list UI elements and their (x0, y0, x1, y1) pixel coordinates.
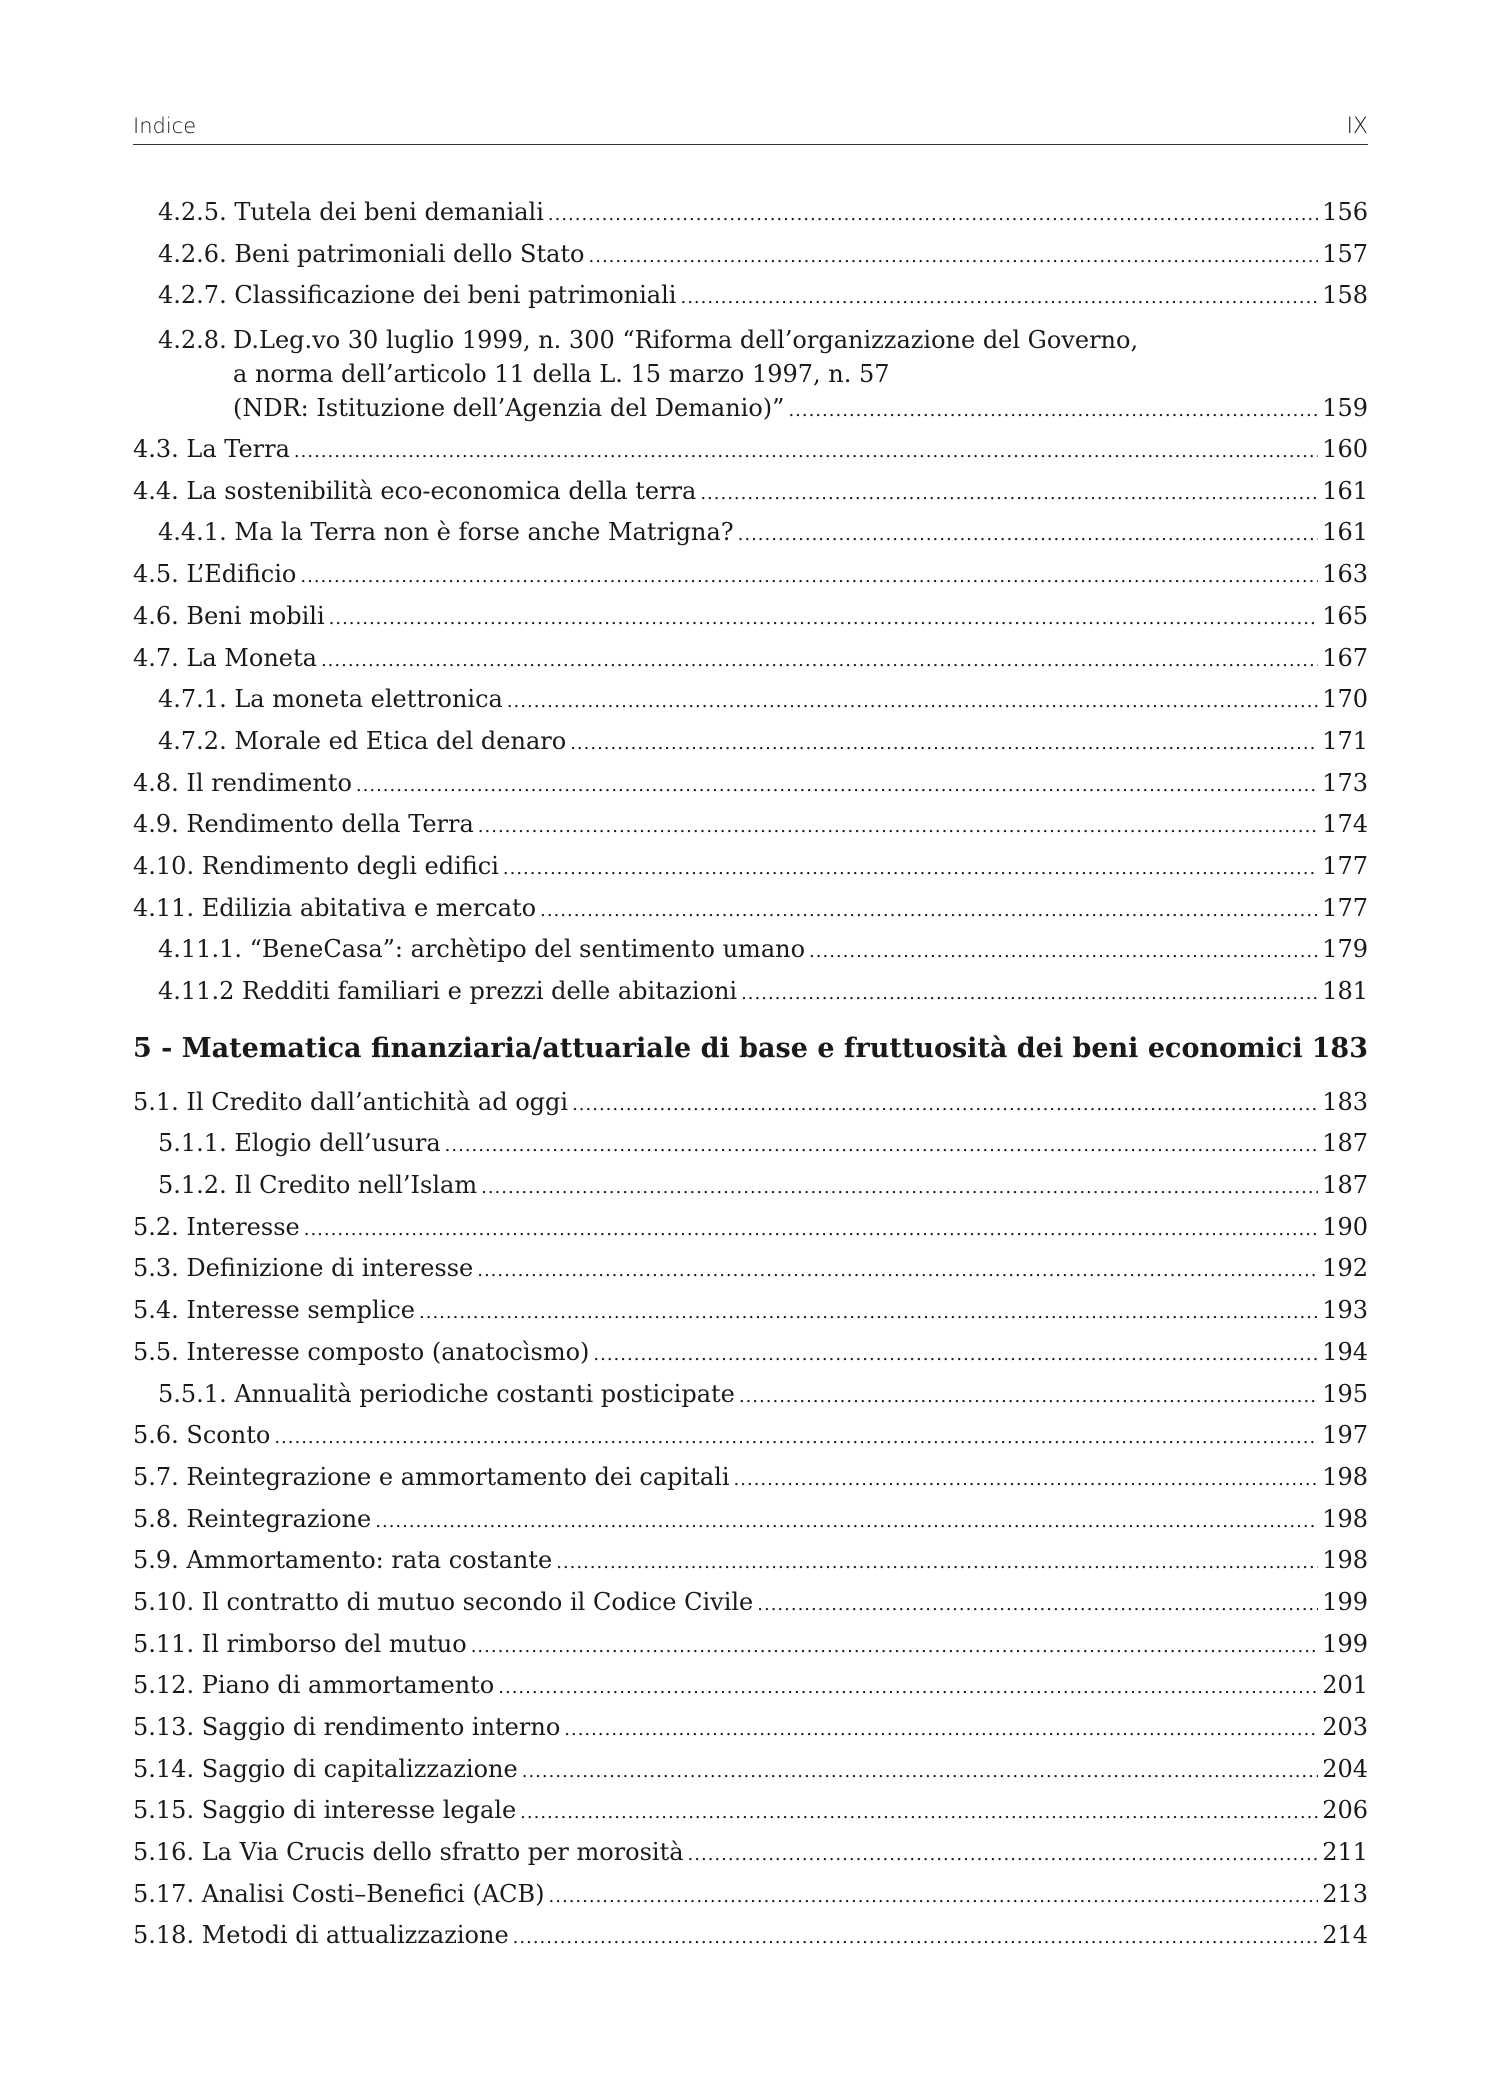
toc-entry (133, 810, 1368, 852)
toc-leader-dots (481, 1177, 1318, 1198)
toc-entry (133, 1296, 1368, 1338)
toc-entry-page: 201 (1322, 1671, 1368, 1700)
toc-entry (133, 560, 1368, 602)
toc-entry (133, 1129, 1368, 1171)
toc-leader-dots (419, 1302, 1318, 1323)
header-section-title: Indice (133, 114, 197, 138)
toc-leader-dots (477, 1260, 1318, 1281)
toc-leader-dots (300, 566, 1318, 587)
toc-leader-dots (593, 1344, 1318, 1365)
toc-entry-title: 4.2.7. Classificazione dei beni patrimoniali (158, 281, 677, 310)
toc-leader-dots (734, 1469, 1319, 1490)
toc-entry-page: 159 (1322, 394, 1368, 423)
toc-entry-page: 157 (1322, 239, 1368, 268)
toc-entry-page: 161 (1322, 476, 1368, 505)
toc-entry-title: 4.4.1. Ma la Terra non è forse anche Matrigna? (158, 518, 734, 547)
toc-entry-title: 5.12. Piano di ammortamento (133, 1671, 495, 1700)
toc-entry (133, 1213, 1368, 1255)
toc-leader-dots (741, 983, 1318, 1004)
toc-entry-title: 5.10. Il contratto di mutuo secondo il Codice Civile (133, 1587, 754, 1616)
toc-entry (133, 685, 1368, 727)
toc-entry-title: 5.1.2. Il Credito nell’Islam (158, 1171, 478, 1200)
toc-entry-title: 5.6. Sconto (133, 1421, 271, 1450)
toc-entry (133, 435, 1368, 477)
toc-entry-title: 5.17. Analisi Costi–Benefici (ACB) (133, 1879, 545, 1908)
toc-entry (133, 852, 1368, 894)
toc-entry-title: 4.8. Il rendimento (133, 768, 352, 797)
toc-entry-page: 170 (1322, 685, 1368, 714)
toc-entry-title: 5.14. Saggio di capitalizzazione (133, 1754, 518, 1783)
toc-entry (133, 1463, 1368, 1505)
toc-entry (133, 935, 1368, 977)
toc-entry-page: 198 (1322, 1546, 1368, 1575)
toc-leader-dots (700, 483, 1318, 504)
toc-entry (133, 1505, 1368, 1547)
toc-entry-title: 4.9. Rendimento della Terra (133, 810, 474, 839)
toc-entry-title: 4.11. Edilizia abitativa e mercato (133, 893, 537, 922)
toc-entry-page: 156 (1322, 198, 1368, 226)
toc-entry-page: 167 (1322, 643, 1368, 672)
toc-entry-line: a norma dell’articolo 11 della L. 15 marzo 1997, n. 57 (233, 360, 890, 389)
toc-leader-dots (294, 441, 1318, 462)
toc-entry-title: 5.1. Il Credito dall’antichità ad oggi (133, 1087, 569, 1116)
toc-leader-dots (356, 775, 1318, 796)
toc-entry-title: 5.8. Reintegrazione (133, 1504, 372, 1533)
toc-leader-dots (503, 858, 1318, 879)
toc-entry (133, 1088, 1368, 1130)
toc-entry-line: (NDR: Istituzione dell’Agenzia del Demanio)” (233, 394, 785, 423)
toc-leader-dots (274, 1427, 1318, 1448)
toc-entry-page: 177 (1322, 851, 1368, 880)
table-of-contents (133, 198, 1368, 1963)
toc-group-a (133, 198, 1368, 323)
toc-leader-dots (445, 1135, 1319, 1156)
toc-entry-title: 4.10. Rendimento degli edifici (133, 851, 499, 880)
toc-entry-title: 5.16. La Via Crucis dello sfratto per morosità (133, 1838, 684, 1867)
toc-entry-page: 181 (1322, 977, 1368, 1005)
toc-leader-dots (688, 1844, 1319, 1865)
toc-entry-title: 4.11.1. “BeneCasa”: archètipo del sentimento umano (158, 935, 806, 964)
toc-entry-page: 187 (1322, 1129, 1368, 1158)
toc-leader-dots (680, 287, 1318, 308)
toc-entry-title: 4.7.1. La moneta elettronica (158, 685, 503, 714)
toc-entry (133, 518, 1368, 560)
toc-entry-title: 5.13. Saggio di rendimento interno (133, 1713, 561, 1741)
toc-entry (133, 198, 1368, 240)
toc-entry-title: 4.4. La sostenibilità eco-economica della terra (133, 476, 697, 505)
toc-entry (133, 1880, 1368, 1922)
toc-entry-page: 165 (1322, 601, 1368, 630)
toc-entry-page: 206 (1322, 1796, 1368, 1825)
toc-entry-title: 5.15. Saggio di interesse legale (133, 1796, 517, 1825)
running-header (133, 112, 1368, 145)
toc-entry-page: 173 (1322, 768, 1368, 797)
toc-leader-dots (375, 1511, 1318, 1532)
toc-leader-dots (540, 900, 1318, 921)
toc-group-c (133, 1088, 1368, 1963)
toc-entry-page: 204 (1322, 1754, 1368, 1783)
toc-entry (133, 1755, 1368, 1797)
toc-leader-dots (739, 1386, 1318, 1407)
toc-entry-page: 195 (1322, 1379, 1368, 1408)
toc-entry (133, 1171, 1368, 1213)
toc-entry-page: 211 (1322, 1838, 1368, 1867)
toc-leader-dots (329, 608, 1319, 629)
toc-entry-page: 192 (1322, 1254, 1368, 1283)
toc-entry (133, 644, 1368, 686)
toc-entry (133, 1380, 1368, 1422)
toc-entry-page: 199 (1322, 1587, 1368, 1616)
toc-entry (133, 1254, 1368, 1296)
toc-entry-page: 213 (1322, 1879, 1368, 1908)
toc-entry-page: 190 (1322, 1212, 1368, 1241)
toc-entry-page: 203 (1322, 1713, 1368, 1741)
toc-entry-title: 4.3. La Terra (133, 435, 290, 464)
toc-entry-page: 183 (1322, 1087, 1368, 1116)
toc-entry-page: 187 (1322, 1171, 1368, 1200)
header-page-number: IX (1346, 114, 1368, 139)
toc-entry-page: 177 (1322, 893, 1368, 922)
toc-entry (133, 1796, 1368, 1838)
toc-entry-page: 160 (1322, 435, 1368, 464)
toc-entry-title: 5.11. Il rimborso del mutuo (133, 1629, 467, 1658)
toc-group-b (133, 435, 1368, 1019)
toc-entry-title: 5.9. Ammortamento: rata costante (133, 1546, 553, 1575)
toc-entry-title: 5.3. Definizione di interesse (133, 1254, 474, 1283)
toc-entry-page: 214 (1322, 1921, 1368, 1950)
toc-entry-page: 194 (1322, 1337, 1368, 1366)
toc-entry (133, 240, 1368, 282)
toc-entry (133, 977, 1368, 1019)
toc-entry-page: 179 (1322, 935, 1368, 964)
toc-leader-dots (738, 524, 1319, 545)
chapter-title: 5 - Matematica finanziaria/attuariale di base e fruttuosità dei beni economici (133, 1032, 1303, 1064)
toc-entry-page: 193 (1322, 1296, 1368, 1325)
toc-leader-dots (498, 1677, 1318, 1698)
toc-entry (133, 281, 1368, 323)
toc-leader-dots (572, 1094, 1318, 1115)
toc-entry (133, 477, 1368, 519)
toc-entry-title: 4.2.5. Tutela dei beni demaniali (158, 198, 544, 226)
toc-leader-dots (570, 733, 1318, 754)
toc-entry (133, 1838, 1368, 1880)
toc-entry-title: 5.4. Interesse semplice (133, 1296, 415, 1325)
toc-entry-title: 4.11.2 Redditi familiari e prezzi delle abitazioni (158, 977, 738, 1005)
toc-leader-dots (757, 1594, 1318, 1615)
toc-entry (133, 1588, 1368, 1630)
toc-entry (133, 1671, 1368, 1713)
toc-entry-title: 4.7. La Moneta (133, 643, 317, 672)
toc-leader-dots (507, 691, 1318, 712)
toc-entry-page: 158 (1322, 281, 1368, 310)
toc-entry (133, 894, 1368, 936)
toc-leader-dots (478, 816, 1318, 837)
toc-entry-page: 197 (1322, 1421, 1368, 1450)
toc-entry (133, 1546, 1368, 1588)
toc-leader-dots (471, 1636, 1318, 1657)
toc-entry-page: 163 (1322, 560, 1368, 589)
toc-leader-dots (513, 1927, 1319, 1948)
toc-entry (133, 1713, 1368, 1755)
toc-entry-title: 5.7. Reintegrazione e ammortamento dei capitali (133, 1462, 730, 1491)
toc-entry-page: 171 (1322, 726, 1368, 755)
toc-entry (133, 1421, 1368, 1463)
toc-leader-dots (321, 650, 1318, 671)
toc-entry-title: 5.18. Metodi di attualizzazione (133, 1921, 509, 1950)
toc-leader-dots (522, 1761, 1318, 1782)
toc-entry (133, 727, 1368, 769)
toc-leader-dots (556, 1552, 1318, 1573)
toc-leader-dots (520, 1802, 1318, 1823)
toc-entry (133, 769, 1368, 811)
toc-entry-title: 4.5. L’Edificio (133, 560, 297, 589)
chapter-page: 183 (1311, 1032, 1368, 1064)
toc-entry (133, 1630, 1368, 1672)
toc-entry (133, 1921, 1368, 1963)
toc-entry-title: 4.2.6. Beni patrimoniali dello Stato (158, 239, 585, 268)
toc-entry-line: D.Leg.vo 30 luglio 1999, n. 300 “Riforma dell’organizzazione del Governo, (233, 326, 1139, 355)
toc-entry-page: 198 (1322, 1462, 1368, 1491)
toc-entry-title: 5.2. Interesse (133, 1212, 300, 1241)
toc-entry-title: 5.5. Interesse composto (anatocìsmo) (133, 1337, 590, 1366)
toc-entry-page: 199 (1322, 1629, 1368, 1658)
toc-entry-page: 198 (1322, 1504, 1368, 1533)
toc-entry-title: 5.5.1. Annualità periodiche costanti posticipate (158, 1379, 735, 1408)
toc-entry-number: 4.2.8. (158, 326, 227, 355)
toc-leader-dots (589, 246, 1319, 267)
toc-entry (133, 602, 1368, 644)
toc-entry-page: 161 (1322, 518, 1368, 547)
toc-leader-dots (548, 204, 1318, 225)
chapter-heading (133, 1019, 1368, 1081)
toc-entry-title: 4.7.2. Morale ed Etica del denaro (158, 726, 567, 755)
toc-entry-title: 4.6. Beni mobili (133, 601, 325, 630)
toc-entry-multiline (133, 323, 1368, 428)
toc-leader-dots (788, 394, 1318, 428)
toc-entry (133, 1338, 1368, 1380)
toc-leader-dots (564, 1719, 1318, 1740)
toc-leader-dots (304, 1219, 1318, 1240)
toc-entry-page: 174 (1322, 810, 1368, 839)
toc-leader-dots (809, 941, 1318, 962)
toc-entry-title: 5.1.1. Elogio dell’usura (158, 1129, 441, 1158)
toc-leader-dots (549, 1886, 1319, 1907)
